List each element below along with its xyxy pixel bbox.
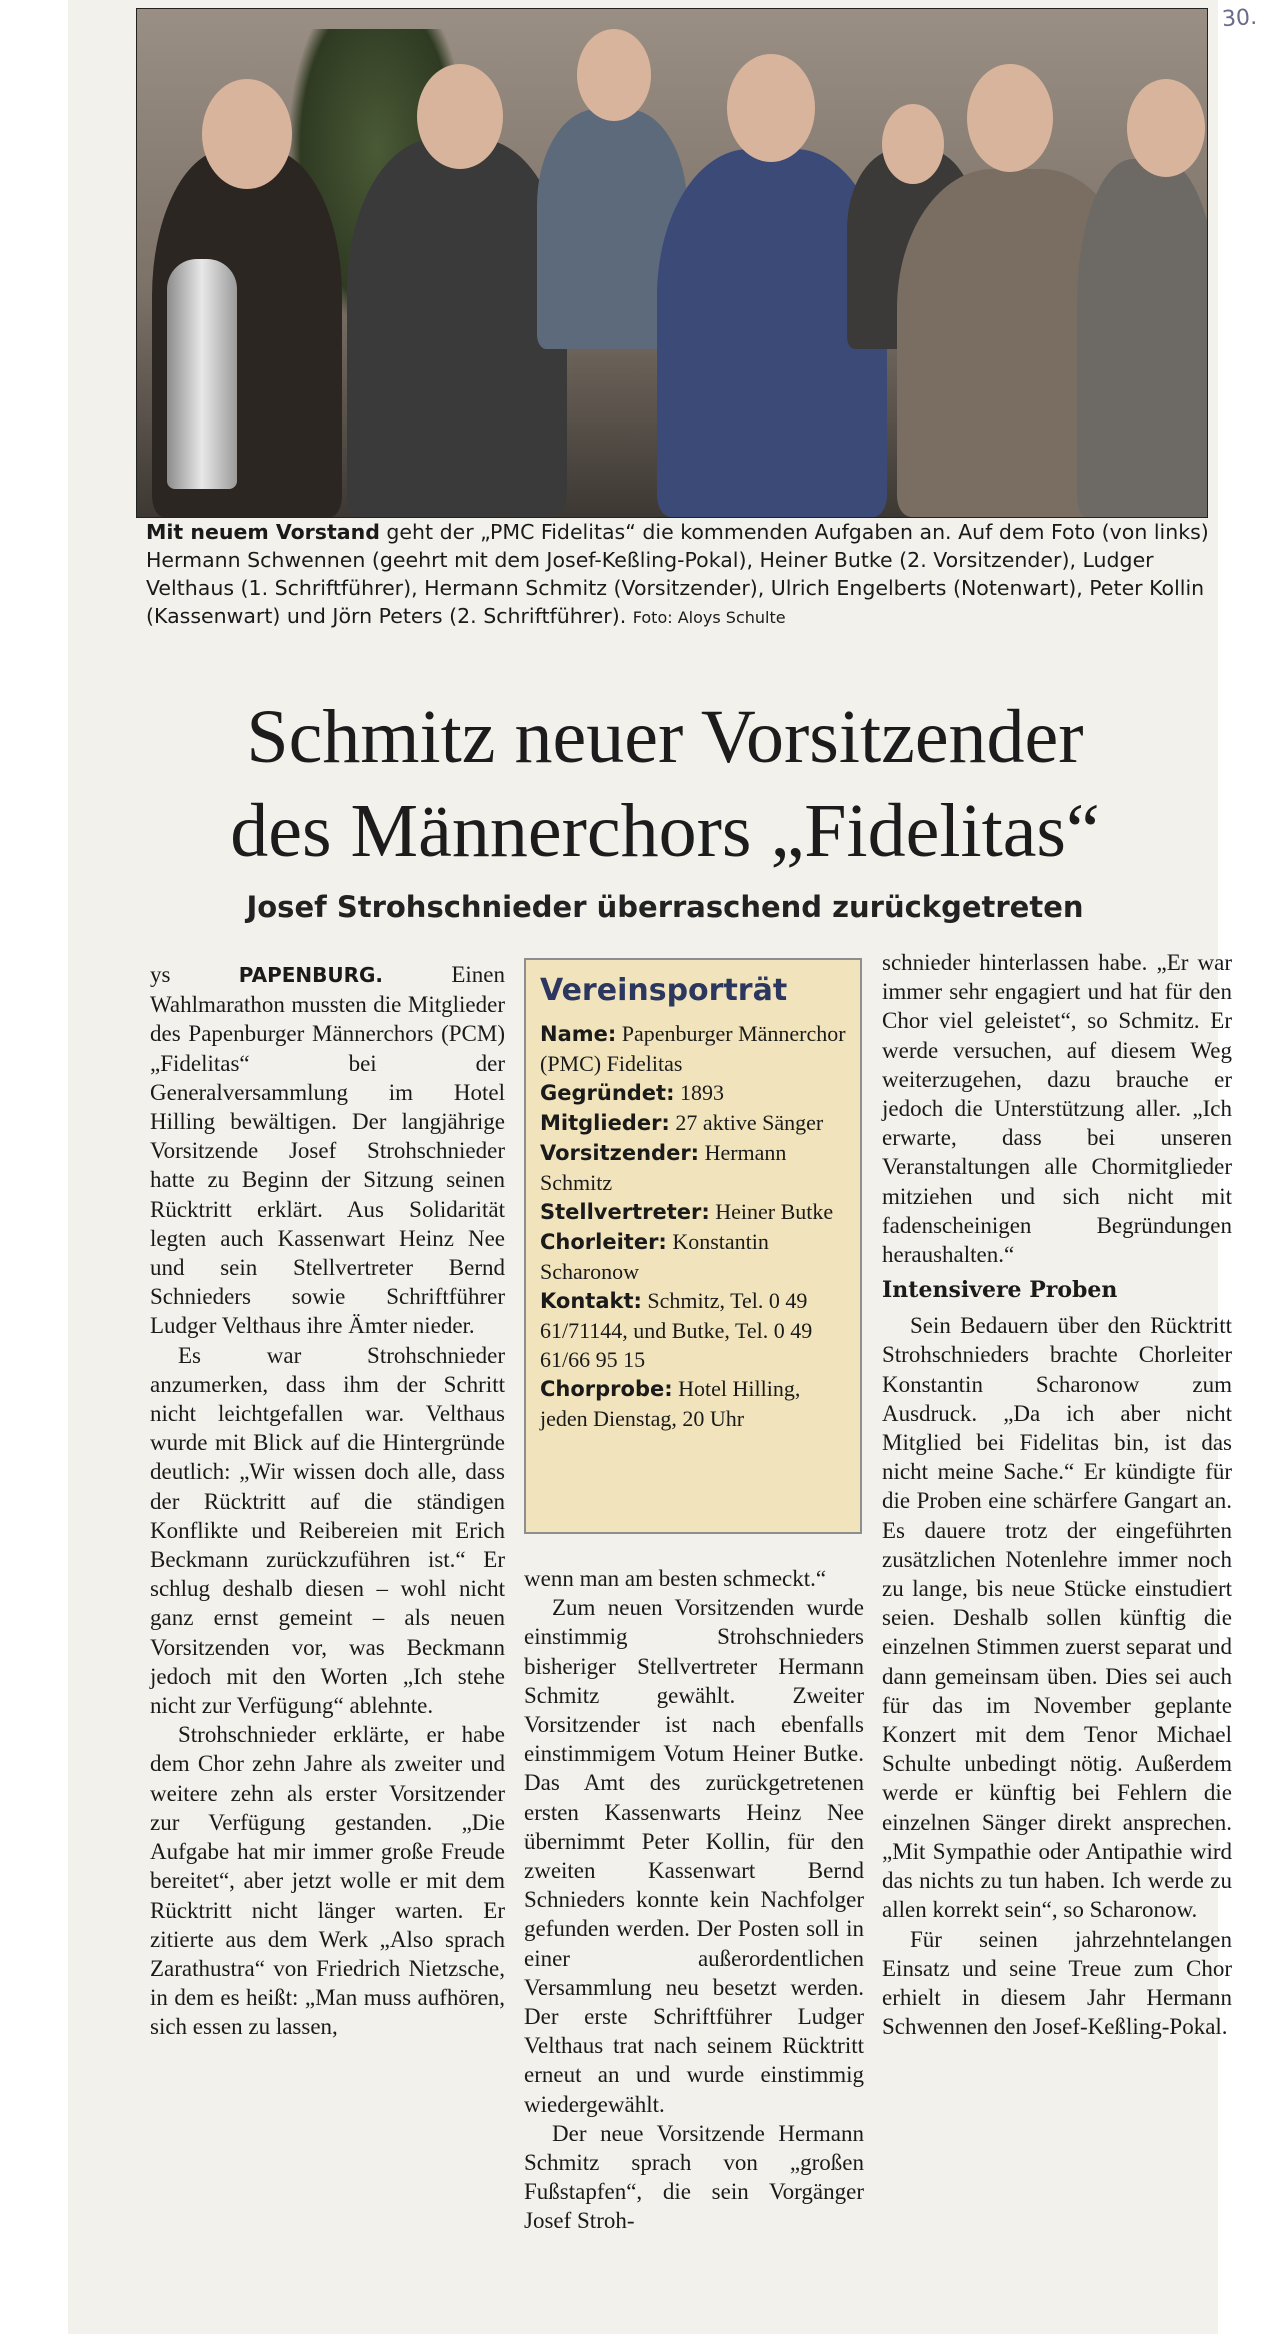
article-column-2	[524, 1564, 864, 2236]
article-paragraph: schnieder hinterlassen habe. „Er war immer sehr engagiert und hat für den Chor viel geleistet“, so Schmitz. Er werde versuchen, auf diesem Weg weiterzugehen, dazu brauche er jedoch die Unterstützung aller. „Ich erwarte, dass bei unseren Veranstaltungen alle Chormitglieder mitziehen und sich nicht mit fadenscheinigen Begründungen heraushalten.“	[882, 950, 1232, 1268]
subheadline: Josef Strohschnieder überraschend zurückgetreten	[246, 890, 1084, 924]
box-value: Heiner Butke	[715, 1199, 834, 1224]
article-paragraph: Sein Bedauern über den Rücktritt Strohschnieders brachte Chorleiter Konstantin Scharonow zum Ausdruck. „Da ich aber nicht Mitglied bei Fidelitas bin, ist das nicht meine Sache.“ Er kündigte für die Proben eine schärfere Gangart an. Es dauere trotz der eingeführten zusätzlichen Notenlehre immer noch zu lange, bis neue Stücke einstudiert seien. Deshalb sollen künftig die einzelnen Stimmen zuerst separat und dann gemeinsam üben. Dies sei auch für das im November geplante Konzert mit dem Tenor Michael Schulte unbedingt nötig. Außerdem werde er künftig bei Fehlern die einzelnen Sänger direkt ansprechen. „Mit Sympathie oder Antipathie wird das nichts zu tun haben. Ich werde zu allen korrekt sein“, so Scharonow.	[882, 1313, 1232, 1923]
box-row-contact	[540, 1286, 846, 1374]
box-key: Kontakt:	[540, 1289, 642, 1313]
dateline: PAPENBURG.	[238, 963, 384, 987]
caption-lead: Mit neuem Vorstand	[146, 520, 380, 544]
headline	[120, 690, 1210, 878]
box-value: Schmitz, Tel. 0 49 61/71144, und Butke, Tel. 0 49 61/66 95 15	[540, 1288, 813, 1372]
box-key: Gegründet:	[540, 1081, 675, 1105]
paragraph-text: Einen Wahlmarathon mussten die Mitglieder des Papenburger Männerchors (PCM) „Fidelitas“ bei der Generalversammlung im Hotel Hilling bewältigen. Der langjährige Vorsitzende Josef Strohschnieder hatte zu Beginn der Sitzung seinen Rücktritt erklärt. Aus Solidarität legten auch Kassenwart Heinz Nee und sein Stellvertreter Bernd Schnieders sowie Schriftführer Ludger Velthaus ihre Ämter nieder.	[150, 962, 505, 1339]
photo-caption	[146, 518, 1216, 632]
box-value: 1893	[679, 1080, 724, 1105]
photo-person	[347, 139, 567, 517]
byline: ys	[150, 962, 171, 987]
box-value: Konstantin Scharonow	[540, 1229, 769, 1284]
article-paragraph: Strohschnieder erklärte, er habe dem Chor zehn Jahre als zweiter und weitere zehn als erster Vorsitzender zur Verfügung gestanden. „Die Aufgabe hat mir immer große Freude bereitet“, aber jetzt wolle er mit dem Rücktritt nicht länger warten. Er zitierte aus dem Werk „Also sprach Zarathustra“ von Friedrich Nietzsche, in dem es heißt: „Man muss aufhören, sich essen zu lassen,	[150, 1722, 505, 2040]
box-row-conductor	[540, 1227, 846, 1286]
article-paragraph: Zum neuen Vorsitzenden wurde einstimmig Strohschnieders bisheriger Stellvertreter Hermann Schmitz gewählt. Zweiter Vorsitzender ist nach ebenfalls einstimmigem Votum Heiner Butke. Das Amt des zurückgetretenen ersten Kassenwarts Heinz Nee übernimmt Peter Kollin, für den zweiten Kassenwart Bernd Schnieders konnte kein Nachfolger gefunden werden. Der Posten soll in einer außerordentlichen Versammlung neu besetzt werden. Der erste Schriftführer Ludger Velthaus trat nach seinem Rücktritt erneut an und wurde einstimmig wiedergewählt.	[524, 1595, 864, 2117]
box-value: 27 aktive Sänger	[675, 1110, 824, 1135]
article-column-1	[150, 960, 505, 2042]
caption-text: geht der „PMC Fidelitas“ die kommenden Aufgaben an. Auf dem Foto (von links) Hermann Schwennen (geehrt mit dem Josef-Keßling-Pokal), Heiner Butke (2. Vorsitzender), Ludger Velthaus (1. Schriftführer), Hermann Schmitz (Vorsitzender), Ulrich Engelberts (Notenwart), Peter Kollin (Kassenwart) und Jörn Peters (2. Schriftführer).	[146, 520, 1209, 628]
box-value: Hermann Schmitz	[540, 1140, 787, 1195]
photo-head	[727, 54, 815, 162]
box-title: Vereinsporträt	[540, 973, 788, 1008]
box-row-members	[540, 1108, 846, 1138]
article-paragraph: Der neue Vorsitzende Hermann Schmitz sprach von „großen Fußstapfen“, die sein Vorgänger Josef Stroh-	[524, 2120, 864, 2234]
photo-credit: Foto: Aloys Schulte	[632, 608, 786, 627]
article-paragraph	[150, 960, 505, 1341]
headline-line-1: Schmitz neuer Vorsitzender	[246, 695, 1084, 779]
photo-trophy	[167, 259, 237, 489]
photo-head	[202, 79, 292, 189]
box-key: Chorprobe:	[540, 1377, 673, 1401]
box-value: Hotel Hilling, jeden Dienstag, 20 Uhr	[540, 1376, 801, 1431]
photo-head	[967, 64, 1053, 172]
photo-head	[1127, 79, 1205, 177]
article-paragraph: Für seinen jahrzehntelangen Einsatz und seine Treue zum Chor erhielt in diesem Jahr Hermann Schwennen den Josef-Keßling-Pokal.	[882, 1926, 1232, 2040]
box-row-founded	[540, 1078, 846, 1108]
photo-person	[1077, 159, 1208, 517]
box-row-chairman	[540, 1138, 846, 1197]
box-key: Mitglieder:	[540, 1111, 670, 1135]
vereinsportraet-box	[524, 958, 862, 1534]
group-photo	[136, 8, 1208, 518]
section-heading: Intensivere Proben	[882, 1277, 1118, 1304]
box-key: Name:	[540, 1022, 617, 1046]
box-row-rehearsal	[540, 1374, 846, 1433]
headline-line-2: des Männerchors „Fidelitas“	[230, 789, 1100, 873]
article-paragraph: wenn man am besten schmeckt.“	[524, 1566, 827, 1591]
box-value: Papenburger Männerchor (PMC) Fidelitas	[540, 1021, 846, 1076]
box-key: Chorleiter:	[540, 1230, 667, 1254]
photo-head	[882, 104, 944, 184]
box-row-name	[540, 1019, 846, 1078]
article-column-3	[882, 948, 1232, 2041]
box-key: Stellvertreter:	[540, 1200, 710, 1224]
article-paragraph: Es war Strohschnieder anzumerken, dass ihm der Schritt nicht leichtgefallen war. Velthaus wurde mit Blick auf die Hintergründe deutlich: „Wir wissen doch alle, dass der Rücktritt auf die ständigen Konflikte und Reibereien mit Erich Beckmann zurückzuführen ist.“ Er schlug deshalb diesen – wohl nicht ganz ernst gemeint – als neuen Vorsitzenden vor, was Beckmann jedoch mit den Worten „Ich stehe nicht zur Verfügung“ ablehnte.	[150, 1342, 505, 1719]
photo-head	[577, 29, 651, 121]
margin-note: 30.	[1221, 4, 1258, 33]
box-row-deputy	[540, 1197, 846, 1227]
box-key: Vorsitzender:	[540, 1141, 700, 1165]
photo-head	[417, 64, 503, 169]
